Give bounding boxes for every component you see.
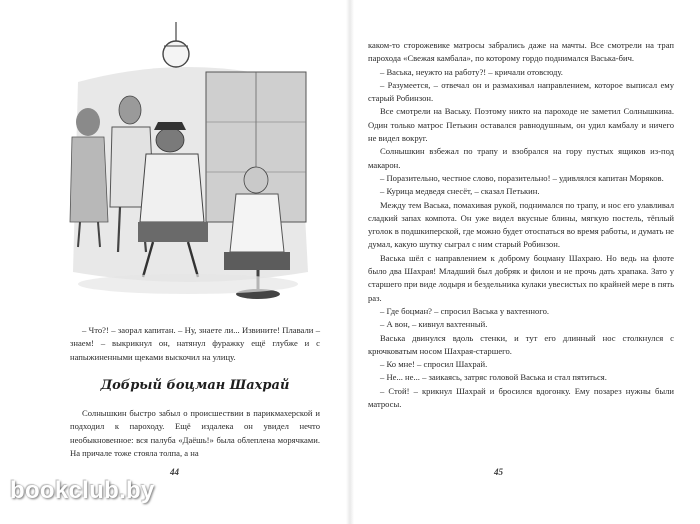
page-number-left: 44 bbox=[170, 467, 179, 477]
paragraph: Васька двинулся вдоль стенки, и тут его длинный нос столкнулся с крючковатым носом Шахрая-старшего. bbox=[368, 332, 674, 356]
paragraph: – Не... не... – заикаясь, затряс головой Васька и стал пятиться. bbox=[380, 372, 607, 383]
paragraph: – Поразительно, честное слово, поразительно! – удивлялся капитан Моряков. bbox=[380, 172, 664, 183]
left-page-text-top bbox=[70, 324, 320, 364]
paragraph: – Ко мне! – спросил Шахрай. bbox=[380, 359, 488, 370]
left-page-text-bottom bbox=[70, 407, 320, 460]
paragraph: – Разумеется, – отвечал он и размахивал направлением, которое выписал ему старый Робинзон. bbox=[368, 79, 674, 104]
paragraph: – Стой! – крикнул Шахрай и бросился вдогонку. Ему позарез нужны были матросы. bbox=[368, 385, 674, 410]
page-number-right: 45 bbox=[494, 467, 503, 477]
left-page bbox=[0, 0, 346, 524]
book-gutter bbox=[346, 0, 354, 524]
right-page-text bbox=[368, 39, 674, 411]
paragraph: – Курица медведя снесёт, – сказал Петькин. bbox=[380, 186, 540, 197]
paragraph: – А вон, – кивнул вахтенный. bbox=[380, 319, 488, 330]
paragraph: Между тем Васька, помахивая рукой, поднимался по трапу, и нос его улавливал сладкий запах компота. Он уже видел вкусные блины, мягкую постель, тёплый уголок в подшкиперской, где можно будет отоспаться во время работы, и думать не думал, какую шутку сыграл с ним старый Робинзон. bbox=[368, 199, 674, 250]
paragraph: Солнышкин взбежал по трапу и взобрался на гору пустых ящиков из-под макарон. bbox=[368, 146, 674, 170]
barbershop-illustration bbox=[58, 22, 320, 306]
paragraph: Все смотрели на Ваську. Поэтому никто на пароходе не заметил Солнышкина. Один только матрос Петькин оставался равнодушным, он удил камбалу и ничего не видел вокруг. bbox=[368, 106, 674, 144]
paragraph: Солнышкин быстро забыл о происшествии в парикмахерской и подходил к пароходу. Ещё издалека он увидел нечто необыкновенное: вся палуба «Даёшь!» была облеплена морячками. На причале тоже стояла толпа, а на bbox=[70, 408, 320, 458]
paragraph: – Где боцман? – спросил Васька у вахтенного. bbox=[380, 305, 550, 316]
watermark: bookclub.by bbox=[10, 477, 155, 504]
chapter-title: Добрый боцман Шахрай bbox=[100, 378, 290, 393]
right-page bbox=[354, 0, 700, 524]
paragraph: Васька шёл с направлением к доброму боцману Шахраю. Но ведь на флоте было два Шахрая! Младший был добряк и филон и не прочь дать храпака. Зато у старшего при виде лодыря и бездельника кулаки увесистых по крайней мере в пять раз. bbox=[368, 252, 674, 303]
paragraph: – Васька, неужто на работу?! – кричали отовсюду. bbox=[380, 66, 563, 77]
paragraph: каком-то сторожевике матросы забрались даже на мачты. Все смотрели на трап парохода «Свежая камбала», по которому гордо поднимался Васька-бич. bbox=[368, 40, 674, 64]
paragraph: – Что?! – заорал капитан. – Ну, знаете ли... Извините! Плавали – знаем! – выкрикнул он, натянул фуражку ещё глубже и с напыжиненными щеками выскочил на улицу. bbox=[70, 325, 320, 362]
